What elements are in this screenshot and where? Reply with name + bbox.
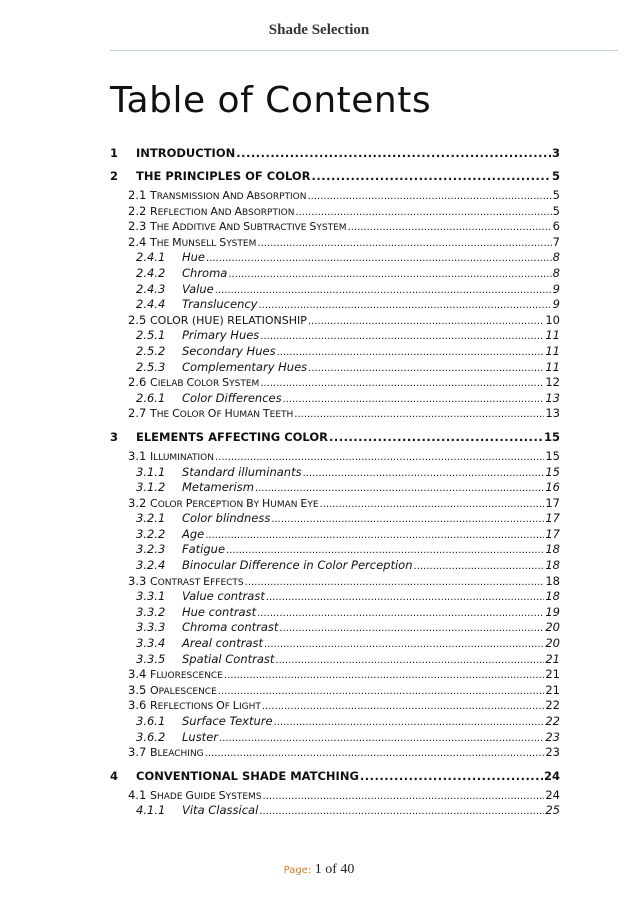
toc-entry-title: Translucency (182, 297, 258, 312)
toc-entry-level-3[interactable] (110, 511, 560, 527)
toc-entry-level-3[interactable] (110, 714, 560, 730)
toc-entry-title: Spatial Contrast (182, 651, 275, 666)
toc-entry-title: Fatigue (182, 542, 226, 557)
toc-entry-level-2[interactable] (110, 406, 560, 422)
toc-entry-number: 3.2 (128, 495, 147, 510)
toc-leader-dots (205, 528, 544, 543)
toc-entry-title: CONVENTIONAL SHADE MATCHING (136, 768, 359, 783)
toc-entry-title: Metamerism (182, 480, 254, 495)
toc-entry-number: 3.2.3 (136, 542, 166, 557)
toc-entry-level-2[interactable] (110, 574, 560, 590)
toc-entry-page: 18 (545, 573, 560, 588)
toc-leader-dots (320, 497, 545, 512)
toc-entry-level-1[interactable] (110, 765, 560, 788)
toc-entry-level-3[interactable] (110, 391, 560, 407)
toc-entry-title: ELEMENTS AFFECTING COLOR (136, 429, 328, 444)
page-current: 1 (314, 862, 322, 877)
toc-leader-dots (215, 450, 544, 465)
toc-entry-number: 3.2.2 (136, 526, 166, 541)
toc-entry-page: 8 (552, 250, 560, 265)
toc-entry-title: Secondary Hues (182, 343, 276, 358)
page-footer (0, 862, 638, 878)
toc-entry-number: 3.3.3 (136, 620, 166, 635)
toc-leader-dots (218, 684, 545, 699)
toc-entry-title: FLUORESCENCE (150, 668, 223, 682)
toc-leader-dots (295, 205, 551, 220)
toc-entry-number: 3.4 (128, 667, 147, 682)
toc-entry-page: 24 (545, 787, 560, 802)
toc-leader-dots (414, 559, 545, 574)
toc-entry-page: 7 (552, 234, 560, 249)
toc-entry-level-3[interactable] (110, 652, 560, 668)
toc-entry-level-1[interactable] (110, 165, 560, 188)
toc-entry-title: REFLECTIONS OF LIGHT (150, 699, 261, 713)
toc-entry-title: Binocular Difference in Color Perception (182, 558, 413, 573)
toc-entry-title: TRANSMISSION AND ABSORPTION (150, 189, 307, 202)
toc-leader-dots (263, 789, 545, 804)
toc-entry-level-3[interactable] (110, 558, 560, 574)
toc-entry-page: 21 (545, 667, 560, 682)
toc-entry-number: 3.3.5 (136, 651, 166, 666)
toc-entry-title: CONTRAST EFFECTS (150, 574, 244, 588)
toc-entry-page: 17 (545, 495, 560, 510)
toc-entry-number: 2.5.1 (136, 328, 166, 343)
toc-leader-dots (245, 575, 545, 590)
toc-leader-dots (283, 392, 545, 407)
toc-entry-number: 2.6 (128, 375, 147, 390)
toc-leader-dots (275, 653, 544, 668)
toc-entry-number: 3.1 (128, 448, 147, 463)
toc-entry-title: Value (182, 281, 214, 296)
toc-entry-number: 3.1.2 (136, 480, 166, 495)
toc-entry-level-3[interactable] (110, 297, 560, 313)
toc-entry-level-3[interactable] (110, 589, 560, 605)
toc-entry-number: 3.3.2 (136, 604, 166, 619)
toc-entry-page: 23 (545, 729, 560, 744)
toc-entry-page: 5 (552, 203, 560, 218)
toc-entry-page: 10 (545, 312, 560, 327)
toc-entry-level-2[interactable] (110, 219, 560, 235)
toc-entry-level-1[interactable] (110, 426, 560, 449)
page-title: Table of Contents (110, 80, 432, 121)
toc-entry-number: 4.1 (128, 787, 147, 802)
toc-leader-dots (308, 314, 545, 329)
toc-entry-page: 18 (545, 542, 560, 557)
toc-entry-title: THE PRINCIPLES OF COLOR (136, 169, 311, 183)
toc-entry-page: 17 (545, 526, 560, 541)
toc-entry-level-3[interactable] (110, 344, 560, 360)
toc-leader-dots (264, 637, 544, 652)
toc-entry-page: 18 (545, 589, 560, 604)
toc-entry-page: 21 (545, 682, 560, 697)
toc-entry-number: 2.2 (128, 203, 147, 218)
toc-entry-number: 2.4.1 (136, 250, 166, 265)
toc-entry-number: 2 (110, 169, 119, 183)
toc-entry-level-2[interactable] (110, 683, 560, 699)
toc-entry-number: 2.3 (128, 219, 147, 234)
toc-leader-dots (259, 298, 552, 313)
toc-entry-page: 18 (545, 558, 560, 573)
toc-entry-page: 9 (552, 297, 560, 312)
toc-entry-page: 6 (552, 219, 560, 234)
toc-entry-level-2[interactable] (110, 788, 560, 804)
toc-entry-level-3[interactable] (110, 605, 560, 621)
toc-entry-number: 2.7 (128, 406, 147, 421)
toc-entry-title: SHADE GUIDE SYSTEMS (150, 788, 262, 802)
toc-entry-page: 16 (545, 480, 560, 495)
toc-entry-number: 3.5 (128, 682, 147, 697)
toc-entry-title: Surface Texture (182, 714, 273, 728)
toc-entry-title: COLOR (HUE) RELATIONSHIP (150, 313, 307, 327)
toc-leader-dots (294, 407, 544, 422)
toc-entry-level-2[interactable] (110, 375, 560, 391)
toc-entry-title: Complementary Hues (182, 359, 308, 374)
toc-entry-title: OPALESCENCE (150, 683, 217, 697)
toc-leader-dots (228, 267, 551, 282)
toc-entry-page: 15 (545, 464, 560, 479)
toc-entry-number: 2.5 (128, 312, 147, 327)
toc-leader-dots (205, 746, 545, 761)
toc-leader-dots (348, 220, 552, 235)
table-of-contents (110, 142, 560, 819)
toc-entry-number: 3.3 (128, 573, 147, 588)
toc-entry-title: Color blindness (182, 511, 271, 526)
toc-leader-dots (226, 543, 544, 558)
toc-entry-level-2[interactable] (110, 698, 560, 714)
toc-entry-page: 11 (545, 328, 560, 343)
toc-entry-page: 5 (551, 169, 560, 183)
toc-entry-level-1[interactable] (110, 142, 560, 165)
toc-leader-dots (236, 142, 551, 165)
toc-entry-page: 20 (545, 620, 560, 635)
toc-entry-page: 9 (552, 281, 560, 296)
toc-entry-page: 21 (545, 651, 560, 666)
toc-entry-title: Age (182, 526, 205, 541)
toc-leader-dots (224, 668, 544, 683)
toc-entry-level-2[interactable] (110, 204, 560, 220)
toc-leader-dots (274, 715, 545, 730)
toc-leader-dots (360, 765, 543, 788)
page-of: of (325, 862, 337, 877)
toc-entry-title: Value contrast (182, 589, 265, 604)
toc-leader-dots (257, 606, 544, 621)
toc-entry-title: Hue (182, 250, 206, 265)
toc-entry-level-2[interactable] (110, 235, 560, 251)
toc-entry-level-2[interactable] (110, 745, 560, 761)
toc-entry-title: THE COLOR OF HUMAN TEETH (150, 407, 294, 421)
toc-entry-title: INTRODUCTION (136, 146, 236, 160)
toc-leader-dots (303, 466, 545, 481)
toc-entry-number: 2.1 (128, 188, 147, 202)
toc-entry-title: REFLECTION AND ABSORPTION (150, 204, 295, 218)
toc-entry-level-3[interactable] (110, 465, 560, 481)
toc-entry-number: 2.4 (128, 234, 147, 249)
toc-entry-page: 22 (545, 698, 560, 713)
toc-entry-level-2[interactable] (110, 313, 560, 329)
toc-entry-title: Chroma (182, 265, 228, 280)
running-header: Shade Selection (268, 22, 370, 38)
toc-entry-page: 15 (545, 448, 560, 463)
toc-entry-title: Chroma contrast (182, 620, 279, 635)
toc-leader-dots (312, 165, 551, 188)
toc-entry-level-3[interactable] (110, 542, 560, 558)
toc-entry-page: 24 (543, 768, 560, 783)
toc-entry-page: 23 (545, 745, 560, 760)
toc-entry-number: 3.7 (128, 745, 147, 760)
toc-entry-title: CIELAB COLOR SYSTEM (150, 376, 260, 390)
toc-entry-title: Areal contrast (182, 636, 263, 651)
toc-entry-title: Primary Hues (182, 328, 260, 343)
toc-entry-level-2[interactable] (110, 188, 560, 204)
toc-entry-page: 17 (545, 511, 560, 526)
toc-entry-title: Vita Classical (182, 803, 259, 818)
toc-entry-number: 2.4.4 (136, 297, 166, 312)
toc-entry-title: Color Differences (182, 390, 282, 405)
toc-entry-number: 1 (110, 146, 119, 160)
toc-leader-dots (266, 590, 545, 605)
toc-leader-dots (277, 345, 545, 360)
toc-entry-page: 12 (545, 375, 560, 390)
toc-entry-page: 15 (543, 429, 560, 444)
toc-entry-level-3[interactable] (110, 328, 560, 344)
toc-entry-level-3[interactable] (110, 266, 560, 282)
toc-entry-level-3[interactable] (110, 480, 560, 496)
toc-entry-number: 2.4.2 (136, 265, 166, 280)
page-label: Page: (283, 865, 312, 876)
toc-leader-dots (329, 426, 543, 449)
toc-leader-dots (279, 621, 544, 636)
toc-entry-number: 4 (110, 768, 119, 783)
toc-entry-number: 3.6 (128, 698, 147, 713)
toc-entry-title: THE ADDITIVE AND SUBTRACTIVE SYSTEM (150, 220, 347, 234)
toc-entry-number: 3.6.1 (136, 714, 166, 728)
toc-leader-dots (262, 699, 545, 714)
header-divider (110, 50, 618, 51)
toc-entry-number: 3.2.1 (136, 511, 166, 526)
toc-entry-number: 2.5.3 (136, 359, 166, 374)
toc-entry-number: 4.1.1 (136, 803, 166, 818)
toc-entry-number: 3.6.2 (136, 729, 166, 744)
toc-leader-dots (308, 189, 552, 204)
toc-entry-number: 2.6.1 (136, 390, 166, 405)
toc-entry-page: 5 (552, 188, 560, 202)
toc-entry-level-3[interactable] (110, 282, 560, 298)
toc-entry-level-3[interactable] (110, 636, 560, 652)
toc-leader-dots (260, 376, 544, 391)
toc-leader-dots (219, 731, 544, 746)
toc-entry-title: Standard illuminants (182, 464, 302, 479)
toc-entry-page: 22 (545, 714, 560, 728)
toc-entry-level-2[interactable] (110, 667, 560, 683)
toc-entry-page: 25 (545, 803, 560, 818)
toc-entry-number: 3.3.4 (136, 636, 166, 651)
toc-entry-title: Luster (182, 729, 218, 744)
toc-entry-level-2[interactable] (110, 449, 560, 465)
toc-entry-level-3[interactable] (110, 620, 560, 636)
toc-leader-dots (215, 283, 552, 298)
toc-entry-number: 3 (110, 429, 119, 444)
toc-entry-title: Hue contrast (182, 604, 257, 619)
toc-entry-level-3[interactable] (110, 730, 560, 746)
toc-entry-title: ILLUMINATION (150, 449, 214, 463)
toc-entry-number: 2.5.2 (136, 343, 166, 358)
toc-entry-page: 3 (551, 146, 560, 160)
toc-entry-level-3[interactable] (110, 360, 560, 376)
toc-entry-title: BLEACHING (150, 746, 204, 760)
toc-entry-level-3[interactable] (110, 803, 560, 819)
toc-leader-dots (206, 251, 552, 266)
toc-entry-title: COLOR PERCEPTION BY HUMAN EYE (150, 496, 319, 510)
toc-entry-number: 3.3.1 (136, 589, 166, 604)
toc-entry-page: 11 (545, 359, 560, 374)
toc-entry-title: THE MUNSELL SYSTEM (150, 235, 257, 249)
toc-leader-dots (257, 236, 551, 251)
toc-entry-page: 13 (545, 406, 560, 421)
toc-entry-page: 20 (545, 636, 560, 651)
toc-leader-dots (260, 329, 544, 344)
toc-entry-page: 8 (552, 265, 560, 280)
toc-leader-dots (255, 481, 544, 496)
toc-entry-number: 2.4.3 (136, 281, 166, 296)
toc-entry-level-3[interactable] (110, 527, 560, 543)
toc-leader-dots (259, 804, 544, 819)
toc-entry-number: 3.2.4 (136, 558, 166, 573)
toc-entry-page: 11 (545, 343, 560, 358)
toc-leader-dots (271, 512, 544, 527)
toc-leader-dots (308, 361, 544, 376)
toc-entry-number: 3.1.1 (136, 464, 166, 479)
toc-entry-page: 19 (545, 604, 560, 619)
page-total: 40 (340, 862, 355, 877)
toc-entry-page: 13 (545, 390, 560, 405)
toc-entry-level-2[interactable] (110, 496, 560, 512)
toc-entry-level-3[interactable] (110, 250, 560, 266)
